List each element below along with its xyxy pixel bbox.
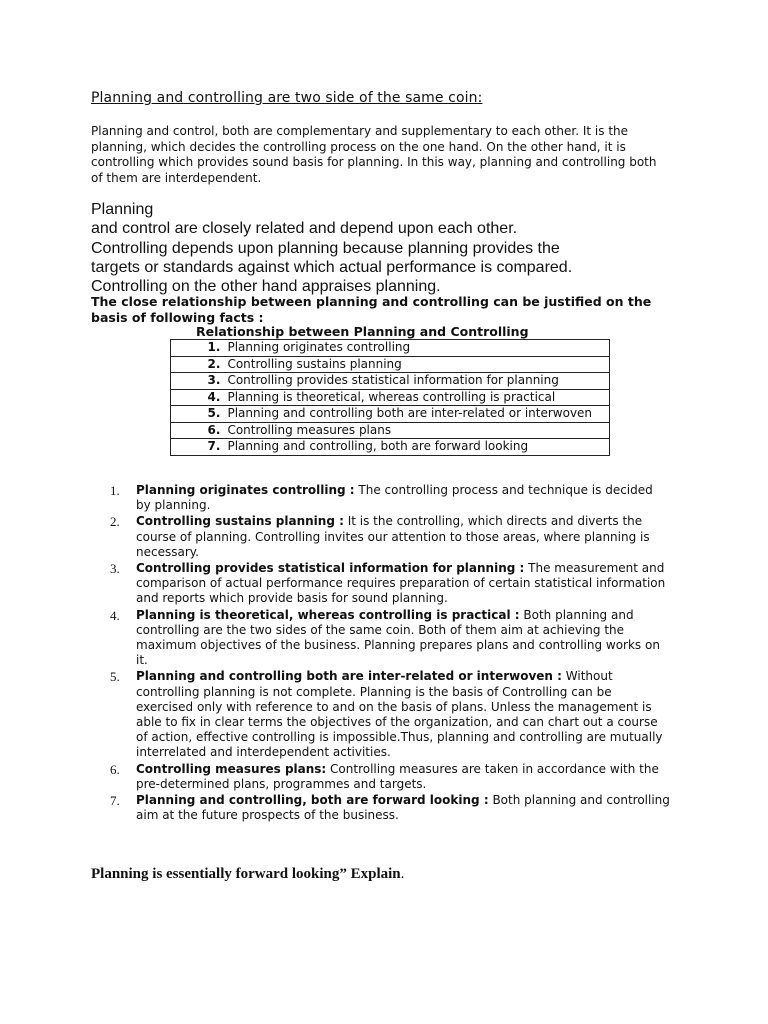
- list-item: [110, 514, 670, 560]
- details-list: [110, 483, 670, 824]
- facts-intro: The close relationship between planning and controlling can be justified on the basis of following facts :: [91, 294, 652, 325]
- item-title: Planning and controlling both are inter-related or interwoven :: [136, 669, 562, 684]
- item-body: The measurement and comparison of actual performance requires preparation of certain statistical information and reports which provide basis for sound planning.: [136, 561, 666, 606]
- item-body: Controlling measures are taken in accordance with the pre-determined plans, programmes and targets.: [136, 761, 659, 791]
- item-title: Planning originates controlling :: [136, 483, 355, 497]
- item-number: 7.: [110, 793, 120, 809]
- closing-question: [91, 866, 404, 883]
- row-number: 5.: [171, 406, 225, 423]
- item-title: Planning is theoretical, whereas controlling is practical :: [136, 607, 520, 622]
- planning-line: Controlling on the other hand appraises planning.: [91, 278, 441, 296]
- row-number: 1.: [171, 340, 225, 357]
- table-row: [171, 422, 610, 439]
- list-item: [110, 483, 670, 513]
- planning-line: Planning: [91, 201, 154, 218]
- row-number: 4.: [171, 389, 225, 406]
- item-number: 3.: [110, 561, 120, 577]
- table-row: [171, 439, 610, 456]
- table-row: [171, 373, 610, 390]
- item-title: Controlling measures plans:: [136, 761, 327, 776]
- item-number: 6.: [110, 761, 120, 777]
- row-text: Planning and controlling both are inter-related or interwoven: [224, 406, 609, 423]
- item-title: Controlling provides statistical information for planning :: [136, 561, 525, 576]
- table-row: [171, 389, 610, 406]
- item-number: 5.: [110, 669, 120, 685]
- planning-paragraph: [91, 200, 691, 296]
- item-body: Both planning and controlling are the two sides of the same coin. Both of them aim at achieving the maximum objectives of the business. Planning prepares plans and controlling works on it.: [136, 607, 660, 668]
- row-number: 6.: [171, 422, 225, 439]
- row-text: Planning originates controlling: [224, 340, 609, 357]
- row-text: Controlling provides statistical information for planning: [224, 373, 609, 390]
- list-item: [110, 669, 670, 760]
- item-title: Planning and controlling, both are forward looking :: [136, 793, 489, 808]
- item-body: Both planning and controlling aim at the future prospects of the business.: [136, 793, 670, 823]
- list-item: [110, 762, 670, 792]
- planning-line: targets or standards against which actual performance is compared.: [91, 258, 573, 276]
- planning-line: Controlling depends upon planning because planning provides the: [91, 239, 560, 257]
- row-text: Controlling sustains planning: [224, 356, 609, 373]
- closing-text: Planning is essentially forward looking” Explain: [91, 866, 401, 882]
- list-item: [110, 608, 670, 669]
- planning-line: and control are closely related and depend upon each other.: [91, 220, 518, 238]
- item-body: It is the controlling, which directs and diverts the course of planning. Controlling invites our attention to those areas, where planning is necessary.: [136, 514, 650, 559]
- row-number: 2.: [171, 356, 225, 373]
- list-item: [110, 793, 670, 823]
- list-item: [110, 561, 670, 607]
- table-row: [171, 356, 610, 373]
- item-number: 4.: [110, 607, 120, 623]
- item-number: 1.: [110, 483, 120, 498]
- row-number: 3.: [171, 373, 225, 390]
- intro-paragraph: Planning and control, both are complementary and supplementary to each other. It is the planning, which decides the controlling process on the one hand. On the other hand, it is controlling which provides sound basis for planning. In this way, planning and controlling both of them are interdependent.: [91, 124, 657, 185]
- item-body: Without controlling planning is not complete. Planning is the basis of Controlling can be exercised only with reference to and on the basis of plans. Unless the management is able to fix in clear terms the objectives of the organization, and can chart out a course of action, effective controlling is impossible.Thus, planning and controlling are mutually interrelated and interdependent activities.: [136, 669, 663, 760]
- table-row: [171, 406, 610, 423]
- item-title: Controlling sustains planning :: [136, 514, 344, 529]
- item-body: The controlling process and technique is decided by planning.: [136, 483, 653, 513]
- table-row: [171, 340, 610, 357]
- closing-period: .: [400, 866, 405, 882]
- row-text: Planning is theoretical, whereas controlling is practical: [224, 389, 609, 406]
- row-text: Planning and controlling, both are forward looking: [224, 439, 609, 456]
- relationship-table: [170, 339, 610, 456]
- page-heading: Planning and controlling are two side of the same coin:: [91, 90, 483, 106]
- item-number: 2.: [110, 514, 120, 530]
- row-number: 7.: [171, 439, 225, 456]
- row-text: Controlling measures plans: [224, 422, 609, 439]
- table-title: Relationship between Planning and Controlling: [196, 324, 529, 339]
